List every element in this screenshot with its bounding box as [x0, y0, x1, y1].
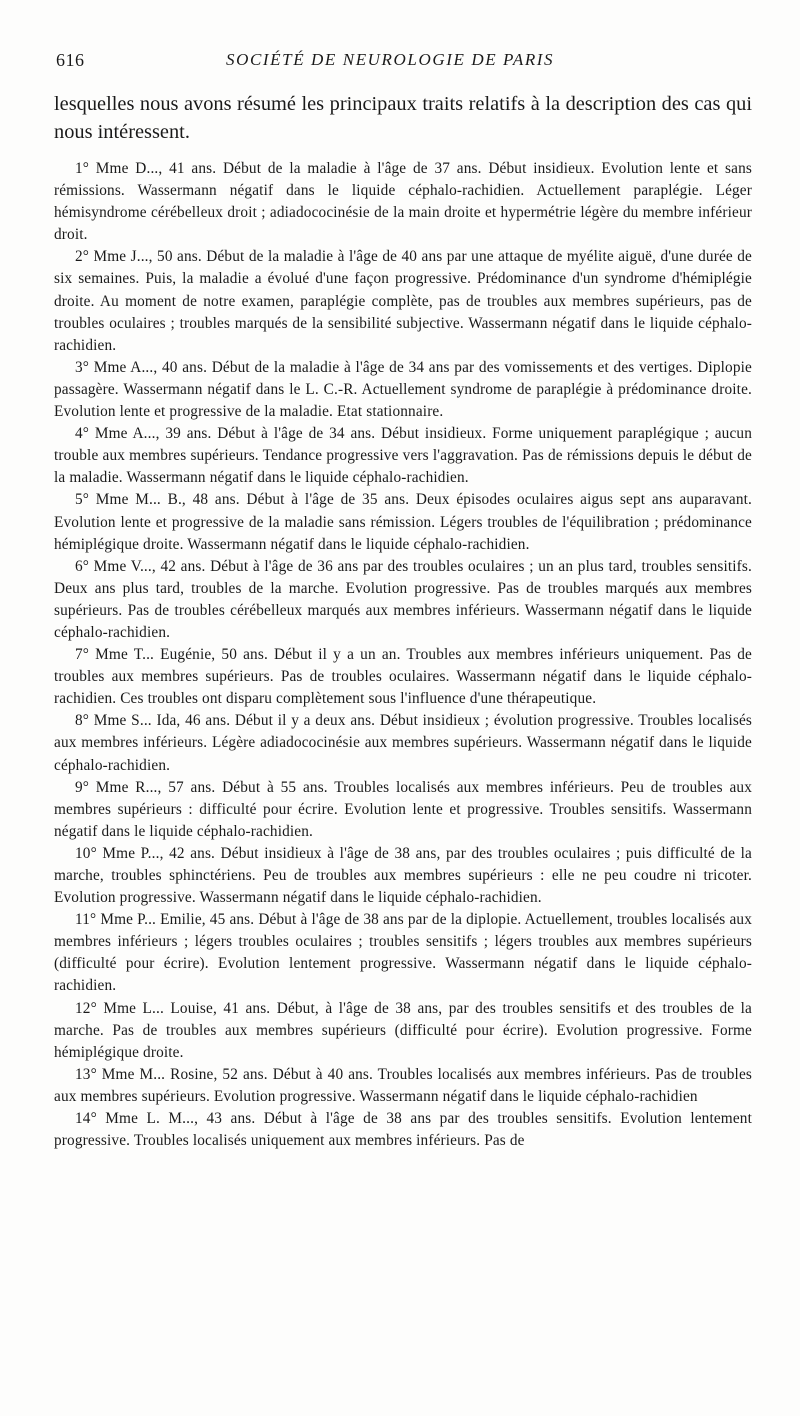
case-item: 8° Mme S... Ida, 46 ans. Début il y a deux ans. Début insidieux ; évolution progressive. Troubles localisés aux membres inférieurs. Légère adiadococinésie aux membres supérieurs. Wassermann négatif dans le liquide céphalo-rachidien.	[54, 712, 752, 774]
case-item: 9° Mme R..., 57 ans. Début à 55 ans. Troubles localisés aux membres inférieurs. Peu de troubles aux membres supérieurs : difficulté pour écrire. Evolution lente et progressive. Troubles sensitifs. Wassermann négatif dans le liquide céphalo-rachidien.	[54, 778, 752, 840]
running-title: SOCIÉTÉ DE NEUROLOGIE DE PARIS	[226, 50, 555, 69]
intro-paragraph: lesquelles nous avons résumé les principaux traits relatifs à la description des cas qui nous intéressent.	[54, 93, 752, 143]
case-item: 14° Mme L. M..., 43 ans. Début à l'âge de 38 ans par des troubles sensitifs. Evolution lentement progressive. Troubles localisés uniquement aux membres inférieurs. Pas de	[54, 1110, 752, 1150]
case-item: 12° Mme L... Louise, 41 ans. Début, à l'âge de 38 ans, par des troubles sensitifs et des troubles de la marche. Pas de troubles aux membres supérieurs (difficulté pour écrire). Evolution progressive. Forme hémiplégique droite.	[54, 999, 752, 1061]
case-item: 2° Mme J..., 50 ans. Début de la maladie à l'âge de 40 ans par une attaque de myélite aiguë, d'une durée de six semaines. Puis, la maladie a évolué d'une façon progressive. Prédominance d'un syndrome d'hémiplégie droite. Au moment de notre examen, paraplégie complète, pas de troubles aux membres supérieurs, pas de troubles oculaires ; troubles marqués de la sensibilité subjective. Wassermann négatif dans le liquide céphalo-rachidien.	[54, 248, 752, 354]
case-item: 1° Mme D..., 41 ans. Début de la maladie à l'âge de 37 ans. Début insidieux. Evolution lente et sans rémissions. Wassermann négatif dans le liquide céphalo-rachidien. Actuellement paraplégie. Léger hémisyndrome cérébelleux droit ; adiadococinésie de la main droite et hypermétrie légère du membre inférieur droit.	[54, 160, 752, 244]
case-item: 7° Mme T... Eugénie, 50 ans. Début il y a un an. Troubles aux membres inférieurs uniquement. Pas de troubles aux membres supérieurs. Pas de troubles oculaires. Wassermann négatif dans le liquide céphalo-rachidien. Ces troubles ont disparu complètement sous l'influence d'une thérapeutique.	[54, 646, 752, 708]
case-item: 10° Mme P..., 42 ans. Début insidieux à l'âge de 38 ans, par des troubles oculaires ; puis difficulté de la marche, troubles sphinctériens. Peu de troubles aux membres supérieurs : elle ne peu coudre ni tricoter. Evolution progressive. Wassermann négatif dans le liquide céphalo-rachidien.	[54, 844, 752, 907]
case-item: 3° Mme A..., 40 ans. Début de la maladie à l'âge de 34 ans par des vomissements et des vertiges. Diplopie passagère. Wassermann négatif dans le L. C.-R. Actuellement syndrome de paraplégie à prédominance droite. Evolution lente et progressive de la maladie. Etat stationnaire.	[54, 358, 752, 421]
case-list	[54, 158, 752, 1152]
case-item: 5° Mme M... B., 48 ans. Début à l'âge de 35 ans. Deux épisodes oculaires aigus sept ans auparavant. Evolution lente et progressive de la maladie sans rémission. Légers troubles de l'équilibration ; prédominance hémiplégique droite. Wassermann négatif dans le liquide céphalo-rachidien.	[54, 491, 752, 553]
case-item: 4° Mme A..., 39 ans. Début à l'âge de 34 ans. Début insidieux. Forme uniquement paraplégique ; aucun trouble aux membres supérieurs. Tendance progressive vers l'aggravation. Pas de rémissions depuis le début de la maladie. Wassermann négatif dans le liquide céphalo-rachidien.	[54, 425, 752, 487]
page-header	[56, 50, 750, 76]
case-item: 13° Mme M... Rosine, 52 ans. Début à 40 ans. Troubles localisés aux membres inférieurs. Pas de troubles aux membres supérieurs. Evolution progressive. Wassermann négatif dans le liquide céphalo-rachidien	[54, 1065, 752, 1105]
case-item: 11° Mme P... Emilie, 45 ans. Début à l'âge de 38 ans par de la diplopie. Actuellement, troubles localisés aux membres inférieurs ; légers troubles oculaires ; troubles sensitifs ; légers troubles aux membres supérieurs (difficulté pour écrire). Evolution lentement progressive. Wassermann négatif dans le liquide céphalo-rachidien.	[54, 911, 752, 995]
case-item: 6° Mme V..., 42 ans. Début à l'âge de 36 ans par des troubles oculaires ; un an plus tard, troubles sensitifs. Deux ans plus tard, troubles de la marche. Evolution progressive. Pas de troubles marqués aux membres supérieurs. Pas de troubles cérébelleux marqués aux membres inférieurs. Wassermann négatif dans le liquide céphalo-rachidien.	[54, 557, 752, 641]
page-number: 616	[56, 50, 85, 70]
